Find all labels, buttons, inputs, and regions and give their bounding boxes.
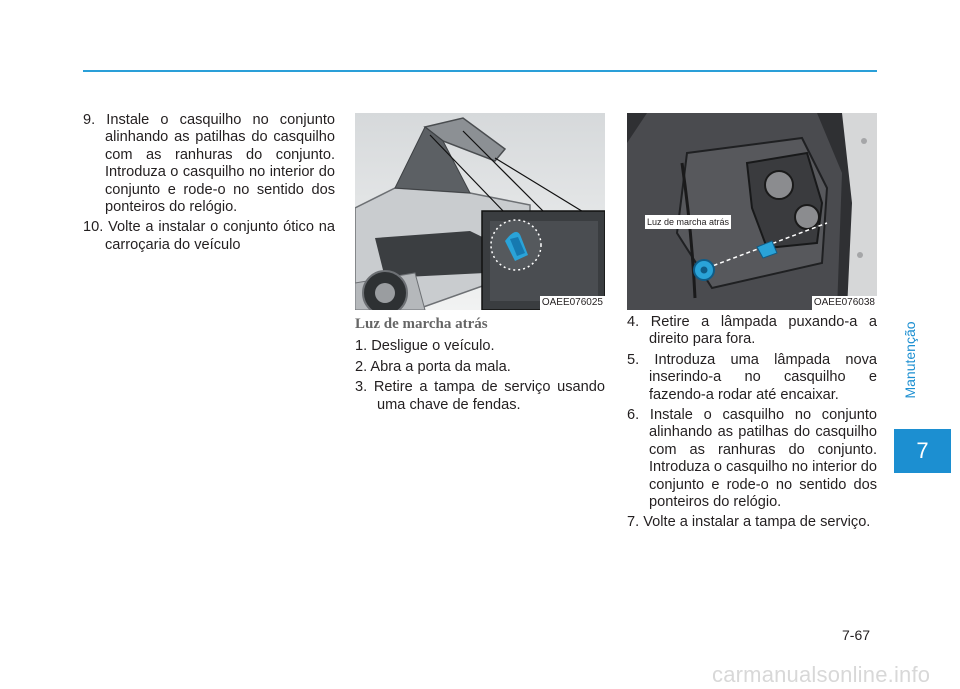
lamp-socket-illustration (627, 113, 877, 310)
step-10: 10. Volte a instalar o conjunto ótico na carroçaria do veículo (83, 219, 335, 253)
tailgate-illustration (355, 113, 605, 310)
column-middle (355, 314, 605, 417)
chapter-side-label-text: Manutenção (902, 321, 918, 399)
section-heading: Luz de marcha atrás (355, 316, 488, 332)
step-7: 7. Volte a instalar a tampa de serviço. (627, 514, 871, 531)
step-5: 5. Introduza uma lâmpada nova inserindo-a no casquilho e fazendo-a rodar até encaixar. (627, 351, 877, 403)
footer-watermark[interactable]: carmanualsonline.info (712, 662, 931, 687)
header-rule (83, 70, 877, 72)
step-6: 6. Instale o casquilho no conjunto alinhando as patilhas do casquilho com as ranhuras do conjunto. Introduza o casquilho no interior do conjunto e rode-o no sentido dos ponteiros do relógio. (627, 407, 877, 511)
figure-lamp-socket (627, 113, 877, 310)
column-left (83, 112, 335, 257)
step-3: 3. Retire a tampa de serviço usando uma chave de fendas. (355, 379, 605, 413)
figure-code: OAEE076038 (813, 297, 875, 308)
figure-callout: Luz de marcha atrás (647, 217, 730, 227)
step-9: 9. Instale o casquilho no conjunto alinhando as patilhas do casquilho com as ranhuras do conjunto. Introduza o casquilho no interior do conjunto e rode-o no sentido dos ponteiros do relógio. (83, 112, 335, 216)
step-1: 1. Desligue o veículo. (355, 338, 495, 355)
step-2: 2. Abra a porta da mala. (355, 358, 511, 375)
page-number: 7-67 (842, 627, 871, 643)
figure-tailgate (355, 113, 605, 310)
step-4: 4. Retire a lâmpada puxando-a a direito para fora. (627, 314, 877, 348)
chapter-tab[interactable]: 7 (894, 429, 951, 473)
figure-code: OAEE076025 (541, 297, 603, 308)
column-right (627, 314, 877, 535)
chapter-side-label (898, 300, 922, 420)
